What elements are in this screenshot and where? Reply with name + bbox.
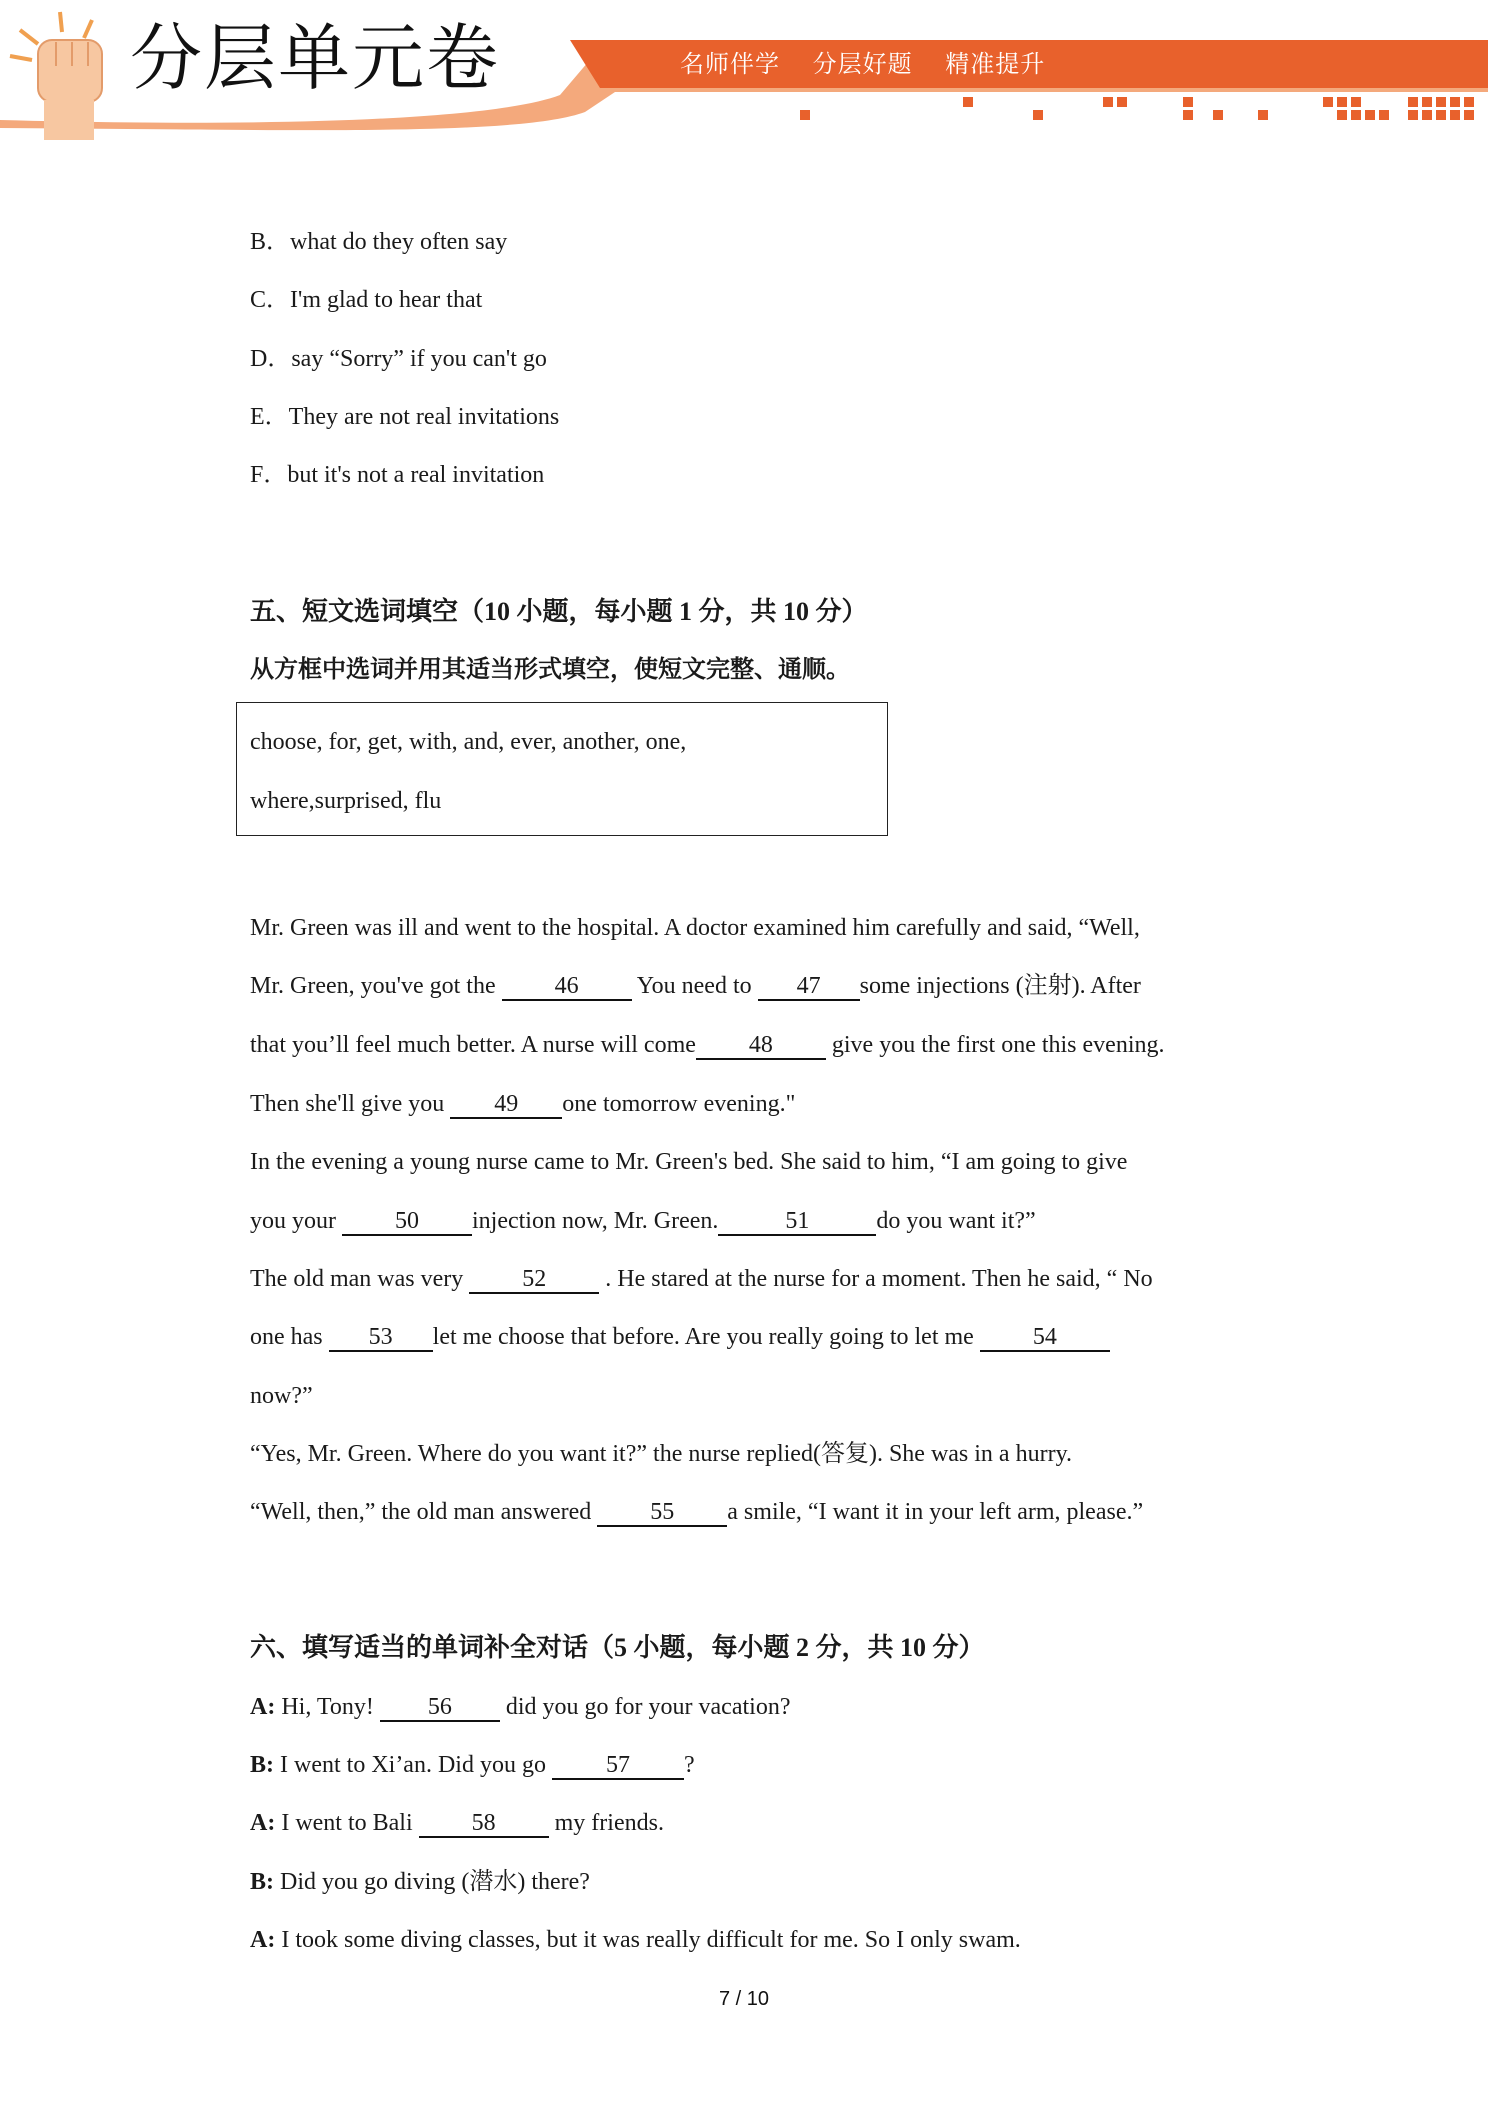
passage-line (250, 1322, 1110, 1352)
passage-text: give you the first one this evening. (825, 1032, 1165, 1058)
passage-text: one tomorrow evening." (562, 1091, 796, 1117)
option-f: F．but it's not a real invitation (250, 462, 545, 488)
blank-46[interactable]: 46 (502, 973, 632, 1001)
passage-text: let me choose that before. Are you really going to let me (432, 1324, 980, 1350)
option-c: C．I'm glad to hear that (250, 287, 483, 313)
dialogue-text: I took some diving classes, but it was really difficult for me. So I only swam. (275, 1927, 1021, 1953)
option-d: D．say “Sorry” if you can't go (250, 346, 547, 372)
header-slogan (680, 44, 1069, 79)
speaker-label: A: (250, 1810, 276, 1836)
passage-text: You need to (631, 973, 758, 999)
blank-48[interactable]: 48 (696, 1032, 826, 1060)
blank-50[interactable]: 50 (342, 1208, 472, 1236)
passage-text: a smile, “I want it in your left arm, please.” (727, 1499, 1144, 1525)
page-header (0, 0, 1488, 150)
blank-51[interactable]: 51 (718, 1208, 876, 1236)
dialogue-text: Hi, Tony! (275, 1694, 380, 1720)
dialogue-text: Did you go diving (潜水) there? (274, 1869, 590, 1895)
dialogue-text: ? (683, 1752, 695, 1778)
passage-text: “Well, then,” the old man answered (250, 1499, 598, 1525)
passage-line: In the evening a young nurse came to Mr. Green's bed. She said to him, “I am going to give (250, 1149, 1128, 1175)
dialogue-text: I went to Xi’an. Did you go (274, 1752, 552, 1778)
passage-text: injection now, Mr. Green. (472, 1208, 719, 1234)
dialogue-text: did you go for your vacation? (499, 1694, 791, 1720)
passage-text: some injections (注射). After (859, 973, 1141, 999)
blank-49[interactable]: 49 (450, 1091, 562, 1119)
section5-instruction: 从方框中选词并用其适当形式填空，使短文完整、通顺。 (250, 657, 850, 683)
box-line: where,surprised, flu (250, 788, 442, 814)
dialogue-line (250, 1925, 1021, 1955)
dialogue-line (250, 1808, 664, 1838)
section6-heading: 六、填写适当的单词补全对话（5 小题，每小题 2 分，共 10 分） (250, 1633, 985, 1662)
dialogue-line (250, 1692, 790, 1722)
passage-text: Then she'll give you (250, 1091, 451, 1117)
passage-text: one has (250, 1324, 329, 1350)
passage-text: you your (250, 1208, 342, 1234)
passage-text: do you want it?” (876, 1208, 1036, 1234)
passage-line: now?” (250, 1383, 313, 1409)
blank-57[interactable]: 57 (552, 1752, 684, 1780)
speaker-label: B: (250, 1869, 274, 1895)
passage-text: . He stared at the nurse for a moment. Then he said, “ No (599, 1266, 1153, 1292)
blank-56[interactable]: 56 (380, 1694, 500, 1722)
word-box (236, 702, 888, 836)
option-e: E．They are not real invitations (250, 404, 560, 430)
page-number: 7 / 10 (718, 1988, 770, 2010)
passage-line: “Yes, Mr. Green. Where do you want it?” the nurse replied(答复). She was in a hurry. (250, 1441, 1073, 1467)
section5-heading: 五、短文选词填空（10 小题，每小题 1 分，共 10 分） (250, 597, 868, 626)
passage-text: that you’ll feel much better. A nurse will come (250, 1032, 696, 1058)
passage-line (250, 971, 1141, 1001)
dialogue-text: I went to Bali (275, 1810, 419, 1836)
passage-line (250, 1089, 795, 1119)
slogan-item: 分层好题 (812, 50, 913, 78)
passage-line: Mr. Green was ill and went to the hospital. A doctor examined him carefully and said, “Well, (250, 915, 1140, 941)
passage-text: Mr. Green, you've got the (250, 973, 502, 999)
blank-54[interactable]: 54 (980, 1324, 1110, 1352)
passage-line (250, 1497, 1143, 1527)
speaker-label: A: (250, 1694, 276, 1720)
box-line: choose, for, get, with, and, ever, another, one, (250, 729, 687, 755)
slogan-item: 名师伴学 (680, 50, 780, 78)
passage-line (250, 1264, 1153, 1294)
slogan-item: 精准提升 (945, 50, 1046, 78)
speaker-label: B: (250, 1752, 274, 1778)
blank-55[interactable]: 55 (597, 1499, 727, 1527)
option-b: B．what do they often say (250, 229, 508, 255)
blank-58[interactable]: 58 (419, 1810, 549, 1838)
blank-47[interactable]: 47 (758, 973, 860, 1001)
passage-line (250, 1206, 1036, 1236)
brand-title: 分层单元卷 (130, 16, 501, 100)
blank-53[interactable]: 53 (329, 1324, 433, 1352)
dialogue-line (250, 1750, 695, 1780)
passage-line (250, 1030, 1165, 1060)
blank-52[interactable]: 52 (469, 1266, 599, 1294)
dialogue-line (250, 1867, 590, 1897)
passage-text: The old man was very (250, 1266, 470, 1292)
dialogue-text: my friends. (548, 1810, 664, 1836)
speaker-label: A: (250, 1927, 276, 1953)
